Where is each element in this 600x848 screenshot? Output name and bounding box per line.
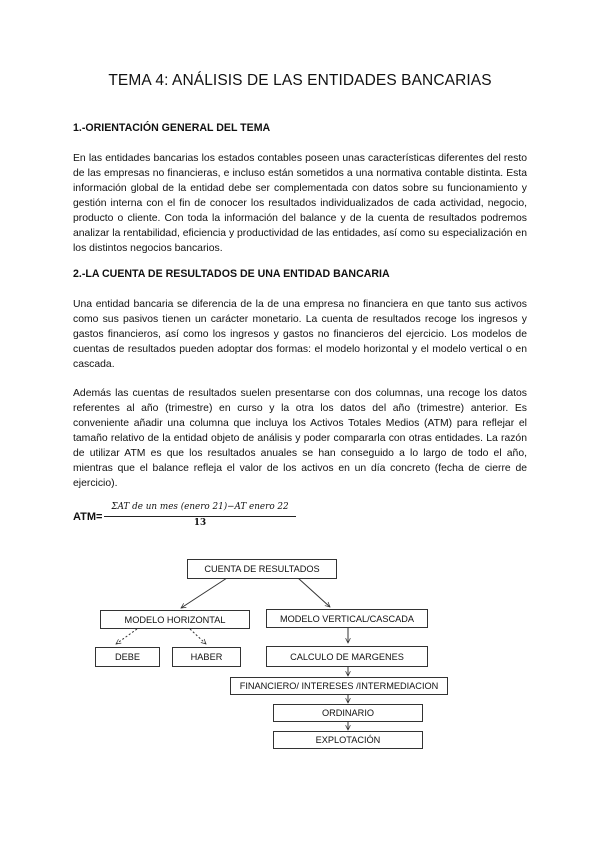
atm-formula (73, 500, 313, 534)
box-modelo-vertical-label: MODELO VERTICAL/CASCADA (279, 613, 415, 624)
box-calculo-margenes-label: CALCULO DE MARGENES (290, 651, 404, 662)
box-debe-label: DEBE (114, 652, 141, 662)
box-haber (172, 647, 241, 667)
box-explotacion (273, 731, 423, 749)
connector-root-to-horizontal (181, 578, 227, 608)
box-modelo-vertical (266, 609, 428, 628)
box-cuenta-resultados-label: CUENTA DE RESULTADOS (204, 564, 320, 574)
box-modelo-horizontal (100, 610, 250, 629)
box-financiero (230, 677, 448, 695)
page-title: TEMA 4: ANÁLISIS DE LAS ENTIDADES BANCARIAS (108, 72, 492, 89)
box-cuenta-resultados (187, 559, 337, 579)
formula-lhs: ATM= (73, 511, 103, 523)
formula-numerator: ΣAT de un mes (enero 21)−AT enero 22 (111, 502, 289, 512)
box-calculo-margenes (266, 646, 428, 667)
paragraph-diferencia: Una entidad bancaria se diferencia de la de una empresa no financiera en que tanto sus activos como sus pasivos tienen un carácter monetario. La cuenta de resultados recoge los ingresos y gastos financieros, así como los ingresos y gastos no financieros del ejercicio. Los modelos de cuentas de resultados pueden adoptar dos formas: el modelo horizontal y el modelo vertical o en cascada. (73, 299, 527, 370)
section-heading-cuenta-resultados: 2.-LA CUENTA DE RESULTADOS DE UNA ENTIDAD BANCARIA (73, 268, 390, 280)
paragraph-orientacion: En las entidades bancarias los estados contables poseen unas características diferentes del resto de las empresas no financieras, e incluso están sometidos a una normativa contable distinta. Esta información global de la entidad debe ser complementada con datos sobre su funcionamiento y gestión interna con el fin de conocer los resultados individualizados de cada actividad, negocio, producto o cliente. Con toda la información del balance y de la cuenta de resultados podremos analizar la rentabilidad, eficiencia y productividad de las entidades, así como su especialización en los distintos negocios bancarios. (73, 153, 527, 254)
box-ordinario (273, 704, 423, 722)
fraction-bar (104, 516, 296, 517)
box-debe (95, 647, 160, 667)
box-financiero-label: FINANCIERO/ INTERESES /INTERMEDIACION (239, 681, 439, 691)
connector-root-to-vertical (298, 578, 330, 607)
formula-denominator: 13 (193, 518, 207, 528)
box-modelo-horizontal-label: MODELO HORIZONTAL (124, 614, 226, 625)
box-haber-label: HABER (190, 652, 223, 662)
connector-horizontal-to-debe (116, 629, 137, 644)
paragraph-columnas-atm: Además las cuentas de resultados suelen presentarse con dos columnas, una recoge los datos referentes al año (trimestre) en curso y la otra los datos del año (trimestre) anterior. Es conveniente añadir una columna que incluya los Activos Totales Medios (ATM) para reflejar el tamaño relativo de la entidad objeto de análisis y poder compararla con otras entidades. La razón de utilizar ATM es que los resultados anuales se han conseguido a lo largo de todo el año, mientras que el balance refleja el valor de los activos en un día concreto (fecha de cierre de ejercicio). (73, 388, 527, 489)
connector-horizontal-to-haber (190, 629, 206, 644)
section-heading-orientacion: 1.-ORIENTACIÓN GENERAL DEL TEMA (73, 122, 271, 134)
box-ordinario-label: ORDINARIO (321, 708, 375, 718)
box-explotacion-label: EXPLOTACIÓN (315, 735, 381, 745)
